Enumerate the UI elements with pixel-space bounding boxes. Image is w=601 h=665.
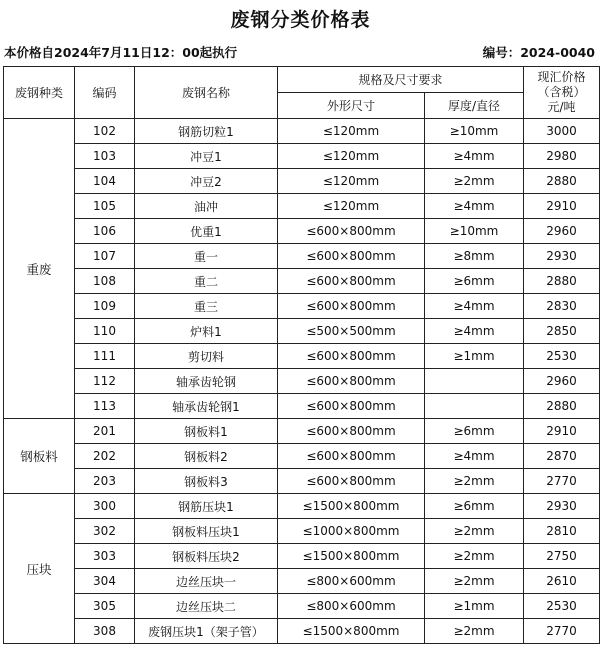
thickness-cell: ≥4mm <box>425 319 524 344</box>
document-number: 编号：2024-0040 <box>482 45 595 60</box>
thickness-cell: ≥2mm <box>425 619 524 644</box>
header-spec: 规格及尺寸要求 <box>278 67 524 93</box>
table-row <box>4 394 600 419</box>
header-price <box>524 67 600 119</box>
header-thickness: 厚度/直径 <box>425 93 524 119</box>
name-cell: 冲豆2 <box>135 169 278 194</box>
name-cell: 边丝压块二 <box>135 594 278 619</box>
thickness-cell: ≥6mm <box>425 419 524 444</box>
size-cell: ≤120mm <box>278 119 425 144</box>
table-row <box>4 594 600 619</box>
name-cell: 钢板料压块1 <box>135 519 278 544</box>
table-row <box>4 319 600 344</box>
name-cell: 钢筋压块1 <box>135 494 278 519</box>
thickness-cell: ≥6mm <box>425 269 524 294</box>
size-cell: ≤120mm <box>278 194 425 219</box>
page-title: 废钢分类价格表 <box>230 9 371 31</box>
name-cell: 轴承齿轮钢1 <box>135 394 278 419</box>
size-cell: ≤600×800mm <box>278 244 425 269</box>
code-cell: 113 <box>75 394 135 419</box>
price-cell: 2870 <box>524 444 600 469</box>
price-cell: 2910 <box>524 419 600 444</box>
code-cell: 308 <box>75 619 135 644</box>
code-cell: 106 <box>75 219 135 244</box>
header-category: 废钢种类 <box>4 67 75 119</box>
code-cell: 305 <box>75 594 135 619</box>
size-cell: ≤600×800mm <box>278 394 425 419</box>
name-cell: 优重1 <box>135 219 278 244</box>
code-cell: 110 <box>75 319 135 344</box>
code-cell: 303 <box>75 544 135 569</box>
table-row <box>4 169 600 194</box>
thickness-cell: ≥2mm <box>425 519 524 544</box>
header-price-line1: 现汇价格 <box>537 70 586 84</box>
price-cell: 2960 <box>524 219 600 244</box>
name-cell: 重三 <box>135 294 278 319</box>
size-cell: ≤600×800mm <box>278 444 425 469</box>
name-cell: 钢筋切粒1 <box>135 119 278 144</box>
size-cell: ≤600×800mm <box>278 469 425 494</box>
code-cell: 102 <box>75 119 135 144</box>
size-cell: ≤600×800mm <box>278 369 425 394</box>
thickness-cell: ≥2mm <box>425 169 524 194</box>
table-row <box>4 294 600 319</box>
name-cell: 钢板料2 <box>135 444 278 469</box>
header-price-line3: 元/吨 <box>547 100 576 114</box>
size-cell: ≤1500×800mm <box>278 544 425 569</box>
table-row <box>4 544 600 569</box>
size-cell: ≤600×800mm <box>278 219 425 244</box>
price-cell: 2910 <box>524 194 600 219</box>
thickness-cell: ≥4mm <box>425 444 524 469</box>
name-cell: 剪切料 <box>135 344 278 369</box>
name-cell: 油冲 <box>135 194 278 219</box>
size-cell: ≤1500×800mm <box>278 619 425 644</box>
thickness-cell: ≥8mm <box>425 244 524 269</box>
name-cell: 钢板料1 <box>135 419 278 444</box>
table-row <box>4 444 600 469</box>
price-cell: 2980 <box>524 144 600 169</box>
table-row <box>4 269 600 294</box>
thickness-cell: ≥2mm <box>425 469 524 494</box>
thickness-cell: ≥4mm <box>425 144 524 169</box>
code-cell: 201 <box>75 419 135 444</box>
table-row <box>4 244 600 269</box>
size-cell: ≤1500×800mm <box>278 494 425 519</box>
code-cell: 300 <box>75 494 135 519</box>
size-cell: ≤600×800mm <box>278 419 425 444</box>
price-cell: 2850 <box>524 319 600 344</box>
code-cell: 103 <box>75 144 135 169</box>
thickness-cell: ≥1mm <box>425 594 524 619</box>
table-row <box>4 494 600 519</box>
name-cell: 重一 <box>135 244 278 269</box>
code-cell: 112 <box>75 369 135 394</box>
table-row <box>4 144 600 169</box>
price-cell: 2830 <box>524 294 600 319</box>
price-table <box>3 66 600 644</box>
category-cell: 压块 <box>4 494 75 644</box>
code-cell: 302 <box>75 519 135 544</box>
category-cell: 钢板料 <box>4 419 75 494</box>
table-body <box>4 119 600 644</box>
thickness-cell: ≥10mm <box>425 219 524 244</box>
name-cell: 冲豆1 <box>135 144 278 169</box>
size-cell: ≤500×500mm <box>278 319 425 344</box>
code-cell: 107 <box>75 244 135 269</box>
thickness-cell: ≥2mm <box>425 544 524 569</box>
price-cell: 2530 <box>524 594 600 619</box>
effective-date: 本价格自2024年7月11日12：00起执行 <box>4 45 238 60</box>
price-cell: 2770 <box>524 619 600 644</box>
table-row <box>4 194 600 219</box>
name-cell: 钢板料3 <box>135 469 278 494</box>
name-cell: 轴承齿轮钢 <box>135 369 278 394</box>
size-cell: ≤800×600mm <box>278 594 425 619</box>
size-cell: ≤600×800mm <box>278 344 425 369</box>
header-price-line2: （含税） <box>537 85 586 99</box>
code-cell: 202 <box>75 444 135 469</box>
size-cell: ≤600×800mm <box>278 294 425 319</box>
price-cell: 2530 <box>524 344 600 369</box>
thickness-cell: ≥1mm <box>425 344 524 369</box>
code-cell: 104 <box>75 169 135 194</box>
price-cell: 2880 <box>524 394 600 419</box>
table-row <box>4 369 600 394</box>
thickness-cell <box>425 369 524 394</box>
thickness-cell: ≥4mm <box>425 294 524 319</box>
name-cell: 炉料1 <box>135 319 278 344</box>
code-cell: 108 <box>75 269 135 294</box>
code-cell: 105 <box>75 194 135 219</box>
name-cell: 边丝压块一 <box>135 569 278 594</box>
price-cell: 2930 <box>524 244 600 269</box>
header-name: 废钢名称 <box>135 67 278 119</box>
size-cell: ≤800×600mm <box>278 569 425 594</box>
thickness-cell: ≥4mm <box>425 194 524 219</box>
price-cell: 2610 <box>524 569 600 594</box>
size-cell: ≤600×800mm <box>278 269 425 294</box>
price-cell: 2770 <box>524 469 600 494</box>
table-row <box>4 569 600 594</box>
table-row <box>4 119 600 144</box>
header-code: 编码 <box>75 67 135 119</box>
code-cell: 111 <box>75 344 135 369</box>
category-cell: 重废 <box>4 119 75 419</box>
name-cell: 钢板料压块2 <box>135 544 278 569</box>
price-cell: 2930 <box>524 494 600 519</box>
size-cell: ≤1000×800mm <box>278 519 425 544</box>
price-cell: 2960 <box>524 369 600 394</box>
name-cell: 重二 <box>135 269 278 294</box>
table-row <box>4 519 600 544</box>
price-cell: 2880 <box>524 269 600 294</box>
price-cell: 2810 <box>524 519 600 544</box>
table-row <box>4 219 600 244</box>
code-cell: 304 <box>75 569 135 594</box>
size-cell: ≤120mm <box>278 169 425 194</box>
code-cell: 109 <box>75 294 135 319</box>
price-cell: 2750 <box>524 544 600 569</box>
size-cell: ≤120mm <box>278 144 425 169</box>
thickness-cell: ≥10mm <box>425 119 524 144</box>
table-row <box>4 419 600 444</box>
table-row <box>4 344 600 369</box>
thickness-cell: ≥6mm <box>425 494 524 519</box>
price-cell: 3000 <box>524 119 600 144</box>
name-cell: 废钢压块1（架子管） <box>135 619 278 644</box>
code-cell: 203 <box>75 469 135 494</box>
table-row <box>4 619 600 644</box>
price-cell: 2880 <box>524 169 600 194</box>
header-size: 外形尺寸 <box>278 93 425 119</box>
table-row <box>4 469 600 494</box>
thickness-cell: ≥2mm <box>425 569 524 594</box>
thickness-cell <box>425 394 524 419</box>
meta-bar <box>0 40 601 66</box>
